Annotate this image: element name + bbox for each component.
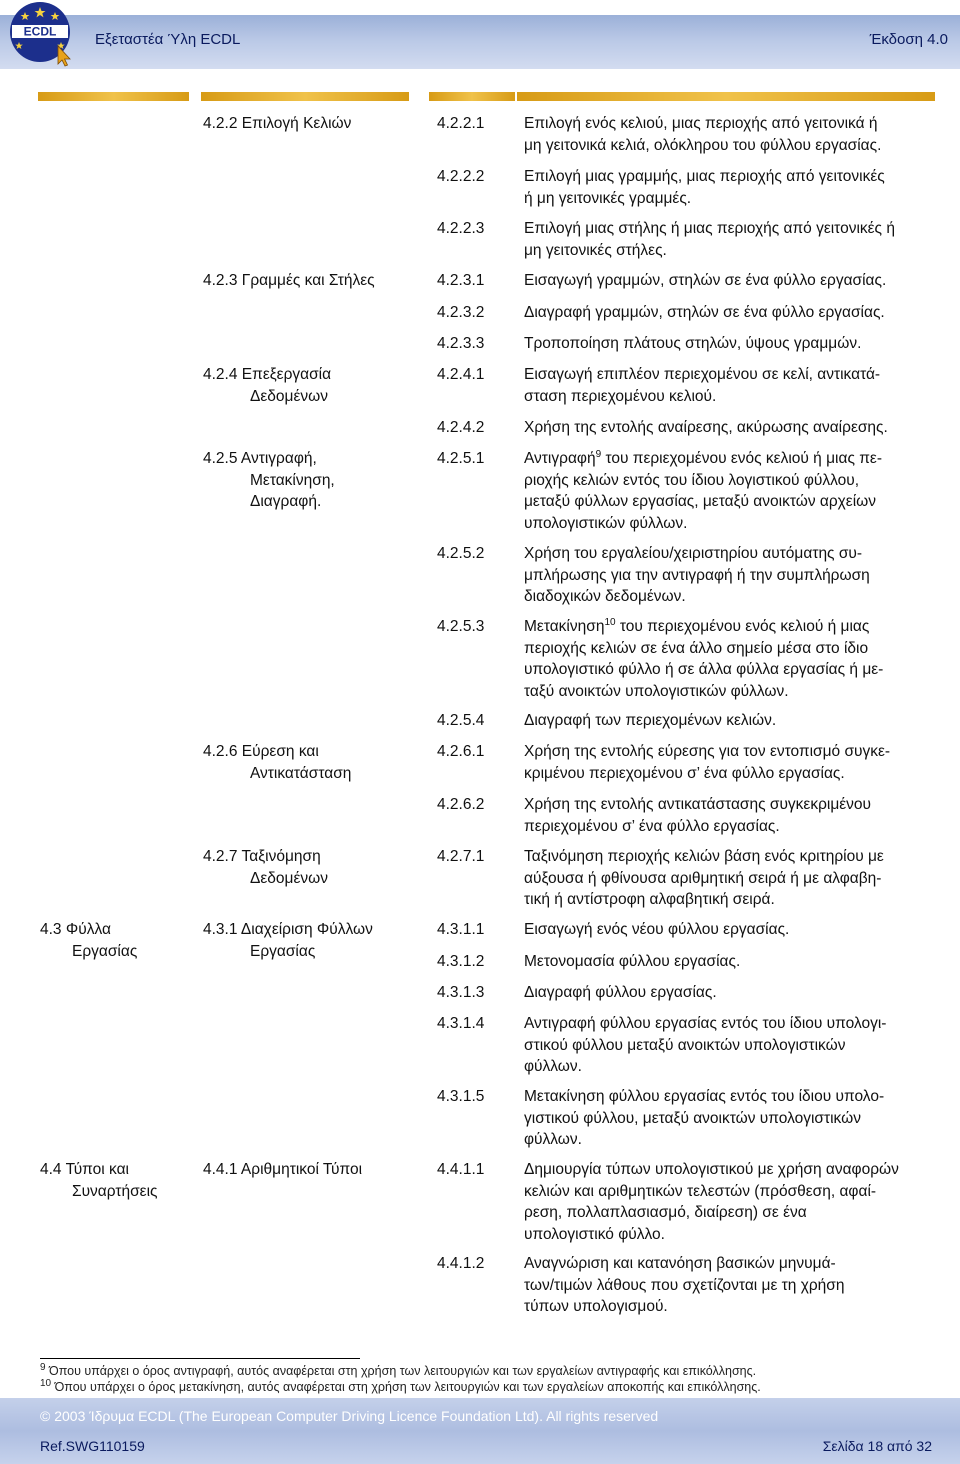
ref-4-2-3-1: 4.2.3.1 [437,272,485,289]
ref-4-4-1-1: 4.4.1.1 [437,1161,485,1178]
task-4-2-5-1: Αντιγραφή$^9$ του περιεχομένου ενός κελιού ή μιας πε- ριοχής κελιών εντός του ίδιου λογιστικού φύλλου, μεταξύ φύλλων εργασίας, μεταξύ ανοικτών αρχείων υπολογιστικών φύλλων. [524,448,882,532]
task-4-2-6-2: Χρήση της εντολής αντικατάστασης συγκεκριμένου περιεχομένου σ’ ένα φύλλο εργασίας. [524,796,872,835]
task-4-2-2-3: Επιλογή μιας στήλης ή μιας περιοχής από γειτονικές ή μη γειτονικές στήλες. [524,220,895,259]
ref-4-4-1-2: 4.4.1.2 [437,1255,485,1272]
document-title: Εξεταστέα Ύλη ECDL [95,31,241,48]
page-number: Σελίδα 18 από 32 [822,1438,932,1454]
category-4-2-7: 4.2.7 Ταξινόμηση Δεδομένων [203,848,328,887]
copyright-notice: © 2003 Ίδρυμα ECDL (The European Computer Driving Licence Foundation Ltd). All rights reserved [40,1408,659,1424]
task-4-2-2-2: Επιλογή μιας γραμμής, μιας περιοχής από γειτονικές ή μη γειτονικές γραμμές. [524,168,885,207]
ref-4-3-1-4: 4.3.1.4 [437,1015,485,1032]
ref-4-2-5-4: 4.2.5.4 [437,712,485,729]
footnote-10: $^{10}$ Όπου υπάρχει ο όρος μετακίνηση, αυτός αναφέρεται στη χρήση των λειτουργιών και των εργαλείων αποκοπής και επικόλλησης. [40,1377,761,1394]
footnote-ref-9: 9 [595,448,602,460]
area-4-4: 4.4 Τύποι και Συναρτήσεις [40,1161,158,1200]
task-4-2-3-3: Τροποποίηση πλάτους στηλών, ύψους γραμμών. [524,335,862,352]
ref-4-2-6-2: 4.2.6.2 [437,796,485,813]
footnote-ref-10: 10 [604,616,616,628]
ref-4-2-5-3: 4.2.5.3 [437,618,485,635]
task-4-3-1-3: Διαγραφή φύλλου εργασίας. [524,984,717,1001]
area-4-3: 4.3 Φύλλα Εργασίας [40,921,138,960]
task-4-3-1-5: Μετακίνηση φύλλου εργασίας εντός του ίδιου υπολο- γιστικού φύλλου, μεταξύ ανοικτών υπολογιστικών φύλλων. [524,1088,885,1148]
task-4-2-3-2: Διαγραφή γραμμών, στηλών σε ένα φύλλο εργασίας. [524,304,885,321]
ecdl-logo [6,0,78,68]
task-4-2-5-4: Διαγραφή των περιεχομένων κελιών. [524,712,777,729]
task-4-3-1-2: Μετονομασία φύλλου εργασίας. [524,953,741,970]
ref-4-2-2-1: 4.2.2.1 [437,115,485,132]
category-4-2-2: 4.2.2 Επιλογή Κελιών [203,115,352,132]
logo-text: ECDL [23,24,57,39]
category-4-4-1: 4.4.1 Αριθμητικοί Τύποι [203,1161,363,1178]
category-4-2-3: 4.2.3 Γραμμές και Στήλες [203,272,375,289]
edition-label: Έκδοση 4.0 [869,31,948,48]
ref-4-2-5-2: 4.2.5.2 [437,545,485,562]
task-4-2-5-2: Χρήση του εργαλείου/χειριστηρίου αυτόματης συ- μπλήρωσης για την αντιγραφή ή την συμπλήρωση διαδοχικών δεδομένων. [524,545,870,605]
task-4-2-6-1: Χρήση της εντολής εύρεσης για τον εντοπισμό συγκε- κριμένου περιεχομένου σ’ ένα φύλλο εργασίας. [524,743,891,782]
ref-4-3-1-3: 4.3.1.3 [437,984,485,1001]
footnote-divider [40,1358,360,1359]
task-4-2-3-1: Εισαγωγή γραμμών, στηλών σε ένα φύλλο εργασίας. [524,272,887,289]
task-4-2-4-2: Χρήση της εντολής αναίρεσης, ακύρωσης αναίρεσης. [524,419,888,436]
task-4-2-2-1: Επιλογή ενός κελιού, μιας περιοχής από γειτονικά ή μη γειτονικά κελιά, ολόκληρου του φύλλου εργασίας. [524,115,882,154]
ref-4-2-2-3: 4.2.2.3 [437,220,485,237]
task-4-2-7-1: Ταξινόμηση περιοχής κελιών βάση ενός κριτηρίου με αύξουσα ή φθίνουσα αριθμητική σειρά ή με αλφαβη- τική ή αντίστροφη αλφαβητική σειρά. [524,848,884,908]
category-4-2-6: 4.2.6 Εύρεση και Αντικατάσταση [203,743,352,782]
document-reference: Ref.SWG110159 [40,1438,145,1454]
ref-4-3-1-5: 4.3.1.5 [437,1088,485,1105]
column-bar-2 [201,92,409,101]
ref-4-2-7-1: 4.2.7.1 [437,848,485,865]
task-4-2-4-1: Εισαγωγή επιπλέον περιεχομένου σε κελί, αντικατά- σταση περιεχομένου κελιού. [524,366,881,405]
footer-bar [0,1398,960,1464]
task-4-2-5-3: Μετακίνηση$^{10}$ του περιεχομένου ενός κελιού ή μιας περιοχής κελιών σε ένα άλλο σημείο μέσα στο ίδιο υπολογιστικό φύλλο ή σε άλλα φύλλα εργασίας ή με- ταξύ ανοικτών υπολογιστικών φύλλων. [524,616,884,700]
ref-4-2-5-1: 4.2.5.1 [437,450,485,467]
task-4-4-1-2: Αναγνώριση και κατανόηση βασικών μηνυμά- των/τιμών λάθους που σχετίζονται με τη χρήση τύπων υπολογισμού. [524,1255,845,1315]
ref-4-2-4-2: 4.2.4.2 [437,419,485,436]
task-4-3-1-4: Αντιγραφή φύλλου εργασίας εντός του ίδιου υπολογι- στικού φύλλου μεταξύ ανοικτών υπολογιστικών φύλλων. [524,1015,887,1075]
column-bar-3 [429,92,515,101]
ref-4-2-2-2: 4.2.2.2 [437,168,485,185]
ref-4-2-3-3: 4.2.3.3 [437,335,485,352]
ref-4-3-1-1: 4.3.1.1 [437,921,485,938]
column-bar-1 [38,92,189,101]
ref-4-3-1-2: 4.3.1.2 [437,953,485,970]
ref-4-2-4-1: 4.2.4.1 [437,366,485,383]
footnote-9: $^9$ Όπου υπάρχει ο όρος αντιγραφή, αυτός αναφέρεται στη χρήση των λειτουργιών και των εργαλείων αντιγραφής και επικόλλησης. [40,1361,757,1378]
task-4-3-1-1: Εισαγωγή ενός νέου φύλλου εργασίας. [524,921,790,938]
category-4-2-4: 4.2.4 Επεξεργασία Δεδομένων [203,366,332,405]
column-bar-4 [517,92,935,101]
ref-4-2-3-2: 4.2.3.2 [437,304,485,321]
category-4-2-5: 4.2.5 Αντιγραφή, Μετακίνηση, Διαγραφή. [203,450,335,510]
category-4-3-1: 4.3.1 Διαχείριση Φύλλων Εργασίας [203,921,373,960]
task-4-4-1-1: Δημιουργία τύπων υπολογιστικού με χρήση αναφορών κελιών και αριθμητικών τελεστών (πρόσθεση, αφαί- ρεση, πολλαπλασιασμό, διαίρεση) σε ένα υπολογιστικό φύλλο. [524,1161,899,1243]
ref-4-2-6-1: 4.2.6.1 [437,743,485,760]
